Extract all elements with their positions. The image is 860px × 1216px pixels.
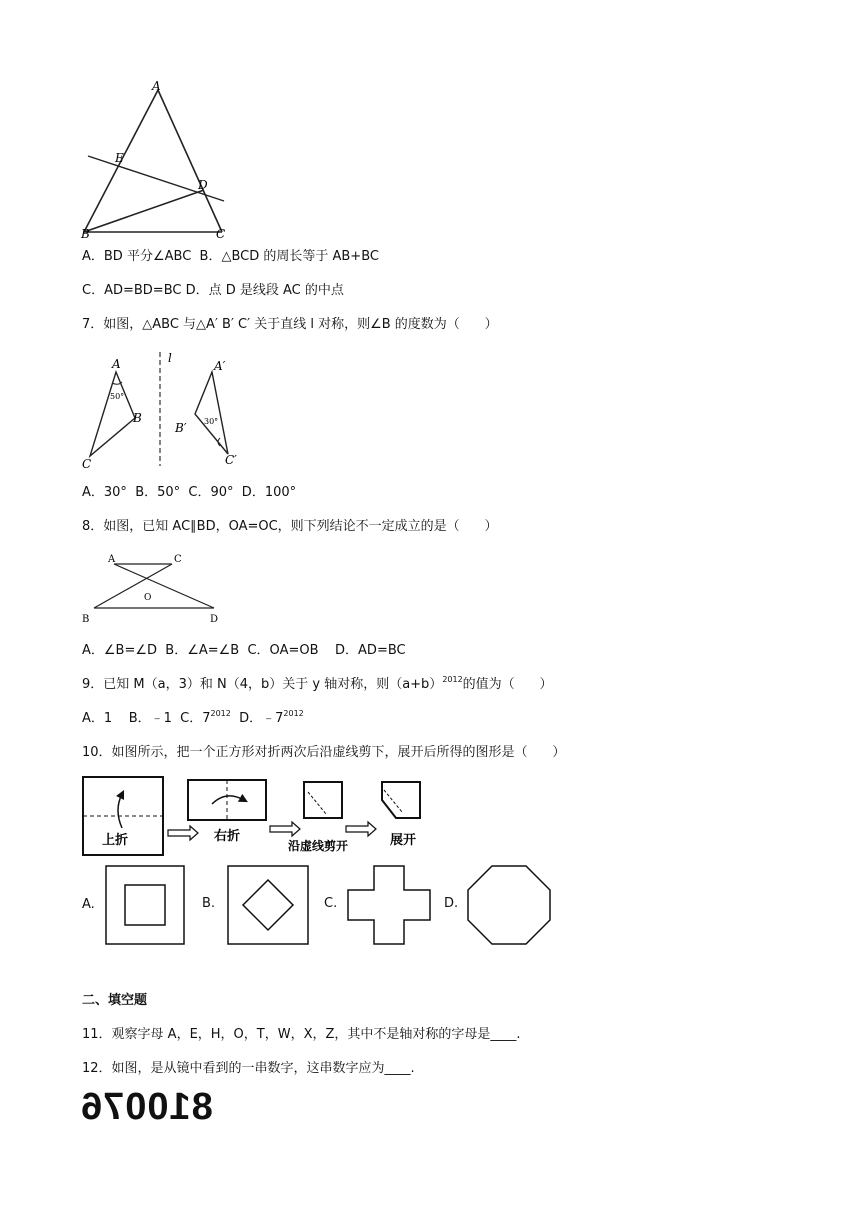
folding-steps-figure	[80, 774, 440, 858]
label-O: O	[144, 593, 152, 603]
q10-option-d-label: D.	[444, 896, 459, 911]
label-A: A	[152, 79, 161, 93]
option-a-figure	[104, 864, 186, 946]
label-B: B	[81, 227, 90, 240]
label-C: C	[216, 227, 226, 240]
q6-options-2: C．AD=BD=BC D．点 D 是线段 AC 的中点	[82, 283, 344, 298]
angle-50: 50°	[110, 392, 125, 401]
q10-option-a-label: A.	[82, 897, 95, 912]
q6-options-1: A．BD 平分∠ABC B．△BCD 的周长等于 AB+BC	[82, 249, 379, 264]
option-b-figure	[226, 864, 310, 946]
q8-options: A．∠B=∠D B．∠A=∠B C．OA=OB D．AD=BC	[82, 643, 406, 658]
reflection-figure-q7	[80, 346, 250, 472]
q10-option-b-label: B.	[202, 896, 216, 911]
option-d-figure	[466, 864, 552, 946]
label-D: D	[210, 614, 219, 625]
q10-option-c-label: C.	[324, 896, 338, 911]
label-A: A	[112, 357, 121, 371]
q9-options: A．1 B．﹣1 C．$7^{2012}$ D．$﹣7^{2012}$	[82, 709, 304, 726]
label-B: B	[82, 614, 90, 625]
label-l: l	[168, 351, 172, 365]
step-1-label: 上折	[102, 833, 129, 848]
q9-text: 9．已知 M（a，3）和 N（4，b）关于 y 轴对称，则$(a+b)^{2012}$的值为（ ）	[82, 675, 553, 692]
angle-30: 30°	[204, 417, 219, 426]
q11-text: 11．观察字母 A，E，H，O，T，W，X，Z，其中不是轴对称的字母是____.	[82, 1027, 521, 1042]
label-B: B	[133, 411, 142, 425]
label-D: D	[198, 178, 208, 192]
mirrored-digits: 810076	[80, 1086, 213, 1128]
step-3-label: 沿虚线剪开	[288, 839, 349, 853]
label-E: E	[115, 151, 124, 165]
label-C: C	[82, 457, 92, 471]
q10-text: 10．如图所示，把一个正方形对折两次后沿虚线剪下，展开后所得的图形是（ ）	[82, 745, 566, 760]
triangle-figure-q6	[78, 78, 228, 240]
q12-text: 12．如图，是从镜中看到的一串数字，这串数字应为____.	[82, 1061, 415, 1076]
step-2-label: 右折	[214, 829, 241, 844]
q8-text: 8．如图，已知 AC∥BD，OA=OC，则下列结论不一定成立的是（ ）	[82, 519, 498, 534]
label-A-prime: A′	[214, 359, 226, 373]
parallel-figure-q8	[78, 550, 228, 626]
q7-text: 7．如图，△ABC 与△A′ B′ C′ 关于直线 l 对称，则∠B 的度数为（ ）	[82, 317, 498, 332]
label-B-prime: B′	[175, 421, 187, 435]
label-A: A	[108, 554, 116, 565]
q7-options: A．30° B．50° C．90° D．100°	[82, 485, 297, 500]
label-C: C	[174, 554, 182, 565]
option-c-figure	[346, 864, 432, 946]
label-C-prime: C′	[225, 453, 237, 467]
section-title: 二、填空题	[82, 993, 148, 1008]
step-4-label: 展开	[390, 833, 417, 848]
